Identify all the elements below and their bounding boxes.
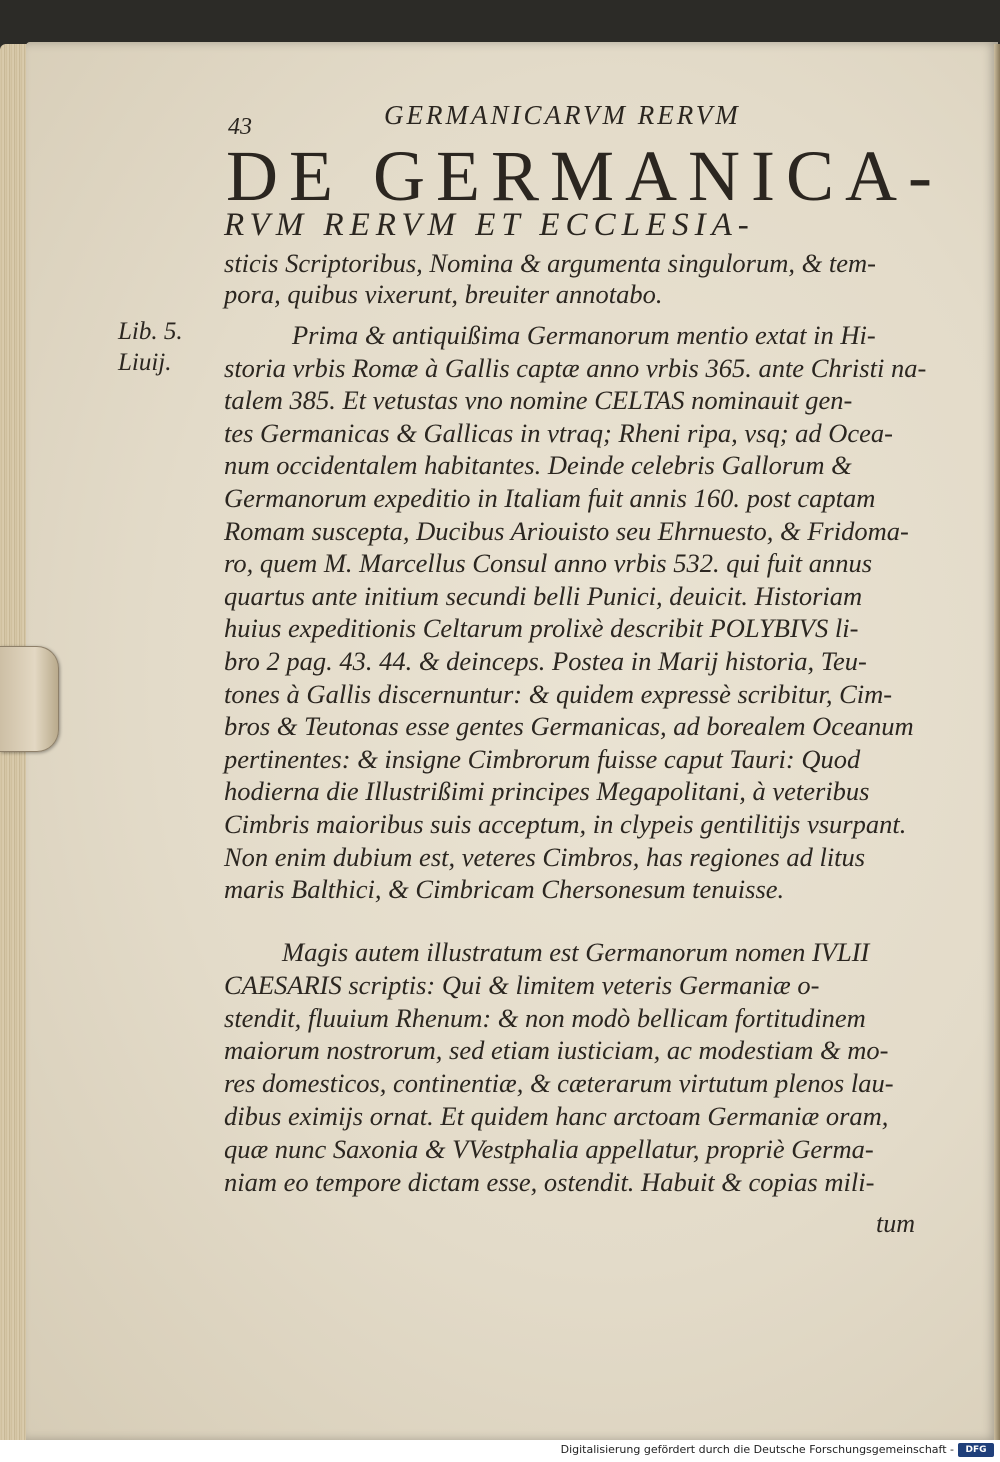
text-line: Non enim dubium est, veteres Cimbros, has regiones ad litus	[224, 841, 866, 872]
text-line: niam eo tempore dictam esse, ostendit. Habuit & copias mili-	[224, 1166, 875, 1197]
text-line: stendit, fluuium Rhenum: & non modò bellicam fortitudinem	[224, 1002, 866, 1033]
dfg-logo: DFG	[958, 1443, 994, 1457]
text-line: bros & Teutonas esse gentes Germanicas, ad borealem Oceanum	[224, 711, 914, 742]
text-line: quæ nunc Saxonia & VVestphalia appellatur, propriè Germa-	[224, 1133, 874, 1164]
page-number: 43	[228, 114, 252, 140]
catchword: tum	[876, 1209, 915, 1238]
text-line: num occidentalem habitantes. Deinde celebris Gallorum &	[224, 450, 852, 481]
text-line: res domesticos, continentiæ, & cæterarum virtutum plenos lau-	[224, 1068, 894, 1099]
text-line: tones à Gallis discernuntur: & quidem expressè scribitur, Cim-	[224, 678, 893, 709]
text-line: bro 2 pag. 43. 44. & deinceps. Postea in Marij historia, Teu-	[224, 646, 867, 676]
text-line: Magis autem illustratum est Germanorum nomen IVLII	[282, 937, 870, 967]
page-tab-marker	[0, 646, 59, 752]
running-head: GERMANICARVM RERVM	[384, 100, 741, 130]
chapter-title-line3: sticis Scriptoribus, Nomina & argumenta singulorum, & tem-	[224, 248, 876, 278]
text-line: huius expeditionis Celtarum prolixè describit POLYBIVS li-	[224, 613, 859, 644]
text-line: talem 385. Et vetustas vno nomine CELTAS nominauit gen-	[224, 385, 853, 416]
margin-note: Liuij.	[118, 349, 172, 376]
chapter-title-line4: pora, quibus vixerunt, breuiter annotabo.	[224, 279, 663, 309]
text-line: storia vrbis Romæ à Gallis captæ anno vrbis 365. ante Christi na-	[224, 352, 927, 383]
text-line: Germanorum expeditio in Italiam fuit annis 160. post captam	[224, 483, 876, 513]
text-line: CAESARIS scriptis: Qui & limitem veteris Germaniæ o-	[224, 969, 820, 1000]
text-line: dibus eximijs ornat. Et quidem hanc arctoam Germaniæ oram,	[224, 1101, 889, 1131]
book-right-edge	[994, 44, 1000, 1440]
text-line: Romam suscepta, Ducibus Ariouisto seu Ehrnuesto, & Fridoma-	[224, 515, 909, 546]
chapter-title: DE GERMANICA-	[226, 136, 943, 216]
text-line: maiorum nostrorum, sed etiam iusticiam, ac modestiam & mo-	[224, 1035, 889, 1066]
text-line: quartus ante initium secundi belli Punici, deuicit. Historiam	[224, 580, 863, 611]
text-line: tes Germanicas & Gallicas in vtraq; Rheni ripa, vsq; ad Ocea-	[224, 417, 894, 448]
footer-credit: Digitalisierung gefördert durch die Deutsche Forschungsgemeinschaft -	[560, 1443, 954, 1456]
text-line: pertinentes: & insigne Cimbrorum fuisse caput Tauri: Quod	[224, 743, 861, 774]
text-line: Cimbris maioribus suis acceptum, in clypeis gentilitijs vsurpant.	[224, 809, 907, 839]
chapter-title-line2: RVM RERVM ET ECCLESIA-	[224, 207, 755, 243]
text-line: ro, quem M. Marcellus Consul anno vrbis 532. qui fuit annus	[224, 548, 873, 579]
text-line: hodierna die Illustrißimi principes Megapolitani, à veteribus	[224, 776, 870, 807]
text-line: Prima & antiquißima Germanorum mentio extat in Hi-	[292, 320, 876, 350]
text-line: maris Balthici, & Cimbricam Chersonesum tenuisse.	[224, 874, 785, 905]
margin-note: Lib. 5.	[118, 318, 183, 345]
